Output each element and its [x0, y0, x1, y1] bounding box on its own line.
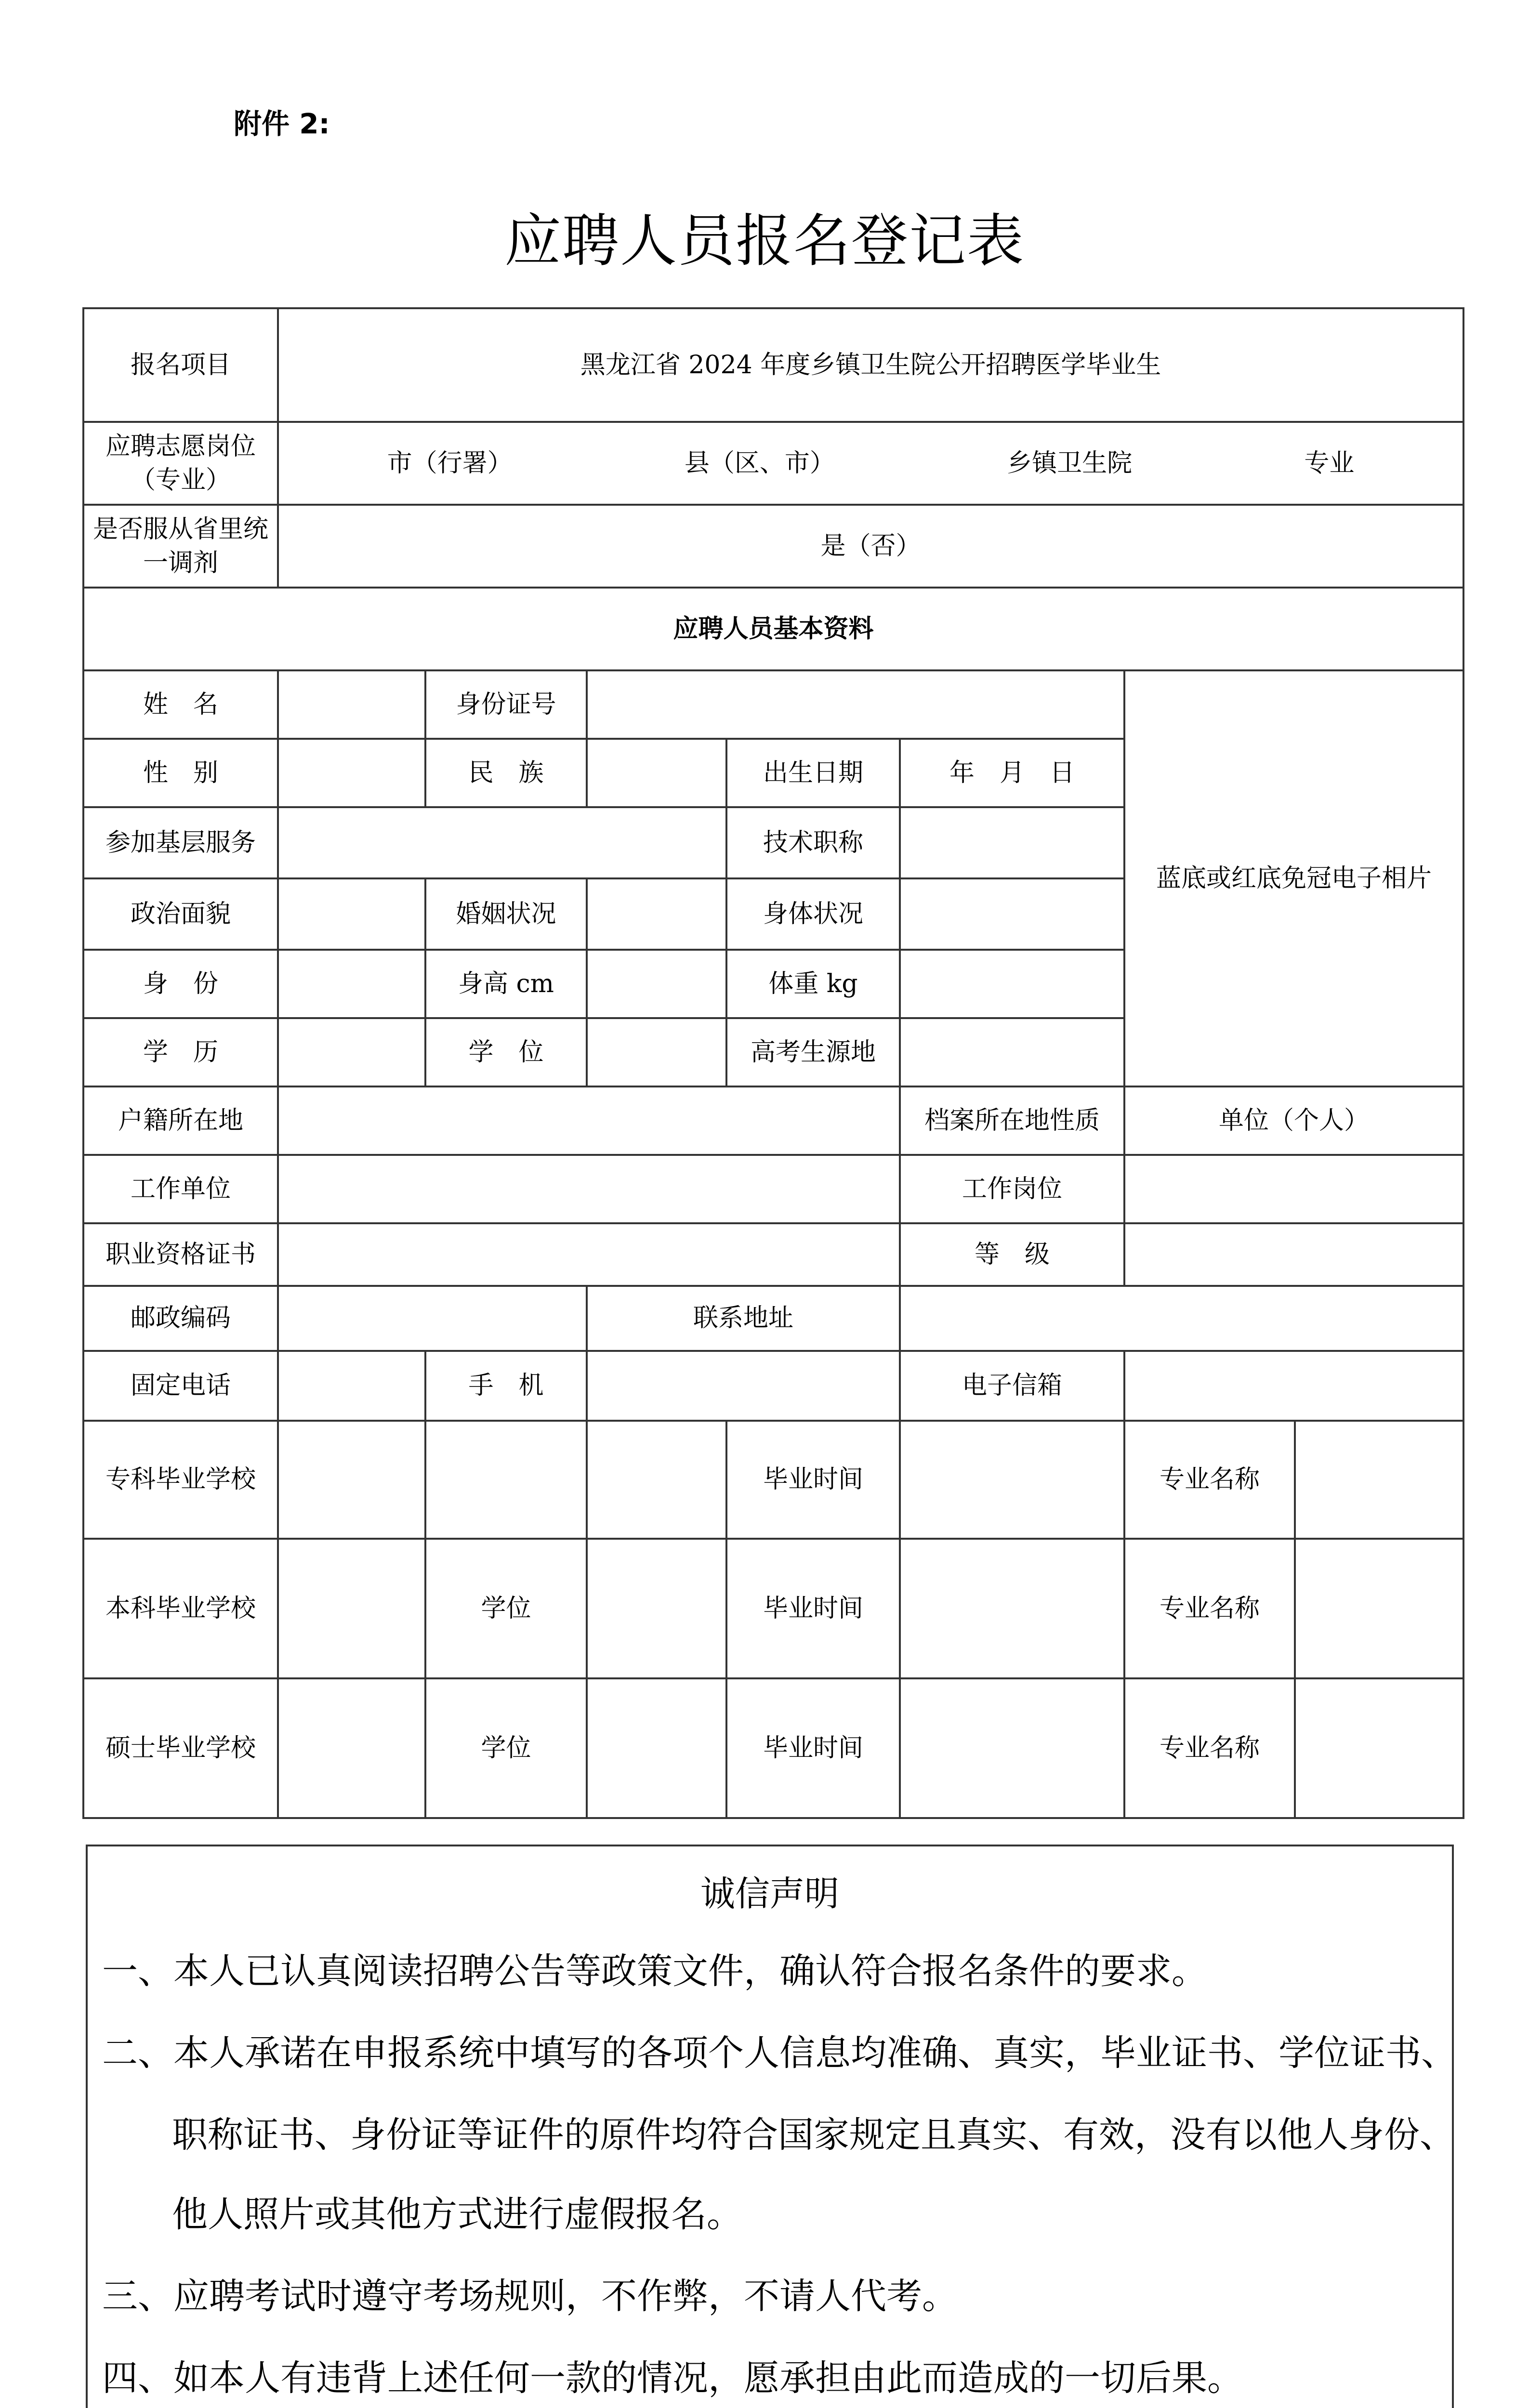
integrity-declaration — [86, 1845, 1457, 2408]
adjust-label: 是否服从省里统一调剂 — [83, 505, 278, 588]
bachelor-label: 本科毕业学校 — [83, 1539, 278, 1678]
id-label: 身份证号 — [425, 670, 587, 739]
education-field[interactable] — [278, 1018, 425, 1086]
height-field[interactable] — [587, 950, 726, 1018]
identity-label: 身 份 — [83, 950, 278, 1018]
attachment-label: 附件 2: — [234, 107, 330, 140]
grade-field[interactable] — [1124, 1223, 1463, 1286]
phone-field[interactable] — [278, 1351, 425, 1421]
master-major-field[interactable] — [1295, 1678, 1463, 1818]
employer-field[interactable] — [278, 1155, 900, 1223]
photo-box[interactable]: 蓝底或红底免冠电子相片 — [1124, 670, 1463, 1086]
master-degree-field[interactable] — [587, 1678, 726, 1818]
master-field[interactable] — [278, 1678, 425, 1818]
declaration-item-2-cont-2: 他人照片或其他方式进行虚假报名。 — [172, 2194, 742, 2235]
mobile-label: 手 机 — [425, 1351, 587, 1421]
address-label: 联系地址 — [587, 1286, 900, 1351]
job-post-field[interactable] — [1124, 1155, 1463, 1223]
name-field[interactable] — [278, 670, 425, 739]
tech-title-field[interactable] — [900, 807, 1124, 878]
position-field[interactable] — [278, 422, 1463, 505]
master-label: 硕士毕业学校 — [83, 1678, 278, 1818]
project-label: 报名项目 — [83, 308, 278, 422]
college-label: 专科毕业学校 — [83, 1421, 278, 1539]
ethnicity-label: 民 族 — [425, 739, 587, 807]
project-value: 黑龙江省 2024 年度乡镇卫生院公开招聘医学毕业生 — [278, 308, 1463, 422]
identity-field[interactable] — [278, 950, 425, 1018]
master-grad-time-label: 毕业时间 — [726, 1678, 900, 1818]
qualification-label: 职业资格证书 — [83, 1223, 278, 1286]
marital-field[interactable] — [587, 878, 726, 950]
declaration-item-4: 四、如本人有违背上述任何一款的情况，愿承担由此而造成的一切后果。 — [102, 2357, 1243, 2399]
birth-label: 出生日期 — [726, 739, 900, 807]
declaration-item-3: 三、应聘考试时遵守考场规则，不作弊，不请人代考。 — [102, 2276, 958, 2317]
bachelor-field[interactable] — [278, 1539, 425, 1678]
gender-field[interactable] — [278, 739, 425, 807]
name-label: 姓 名 — [83, 670, 278, 739]
declaration-title: 诚信声明 — [700, 1873, 839, 1914]
qualification-field[interactable] — [278, 1223, 900, 1286]
postcode-field[interactable] — [278, 1286, 587, 1351]
adjust-value[interactable]: 是（否） — [278, 505, 1463, 588]
postcode-label: 邮政编码 — [83, 1286, 278, 1351]
position-label: 应聘志愿岗位（专业） — [83, 422, 278, 505]
degree-label: 学 位 — [425, 1018, 587, 1086]
college-major-field[interactable] — [1295, 1421, 1463, 1539]
declaration-item-2: 二、本人承诺在申报系统中填写的各项个人信息均准确、真实，毕业证书、学位证书、 — [102, 2032, 1457, 2074]
exam-origin-label: 高考生源地 — [726, 1018, 900, 1086]
phone-label: 固定电话 — [83, 1351, 278, 1421]
college-major-label: 专业名称 — [1124, 1421, 1295, 1539]
address-field[interactable] — [900, 1286, 1463, 1351]
weight-label: 体重 kg — [726, 950, 900, 1018]
declaration-item-2-cont: 职称证书、身份证等证件的原件均符合国家规定且真实、有效，没有以他人身份、 — [172, 2114, 1455, 2156]
position-major: 专业 — [1304, 448, 1355, 478]
email-label: 电子信箱 — [900, 1351, 1124, 1421]
health-label: 身体状况 — [726, 878, 900, 950]
form-title: 应聘人员报名登记表 — [504, 208, 1025, 274]
bachelor-degree-label: 学位 — [425, 1539, 587, 1678]
political-label: 政治面貌 — [83, 878, 278, 950]
archive-value[interactable]: 单位（个人） — [1124, 1086, 1463, 1155]
marital-label: 婚姻状况 — [425, 878, 587, 950]
tech-title-label: 技术职称 — [726, 807, 900, 878]
section-title: 应聘人员基本资料 — [83, 588, 1463, 670]
degree-field[interactable] — [587, 1018, 726, 1086]
exam-origin-field[interactable] — [900, 1018, 1124, 1086]
ethnicity-field[interactable] — [587, 739, 726, 807]
political-field[interactable] — [278, 878, 425, 950]
bachelor-degree-field[interactable] — [587, 1539, 726, 1678]
grassroots-field[interactable] — [278, 807, 726, 878]
gender-label: 性 别 — [83, 739, 278, 807]
health-field[interactable] — [900, 878, 1124, 950]
grade-label: 等 级 — [900, 1223, 1124, 1286]
household-label: 户籍所在地 — [83, 1086, 278, 1155]
position-hospital: 乡镇卫生院 — [1007, 448, 1133, 478]
college-grad-time-field[interactable] — [900, 1421, 1124, 1539]
household-field[interactable] — [278, 1086, 900, 1155]
job-post-label: 工作岗位 — [900, 1155, 1124, 1223]
birth-field[interactable]: 年 月 日 — [900, 739, 1124, 807]
college-grad-time-label: 毕业时间 — [726, 1421, 900, 1539]
college-extra-field-2[interactable] — [587, 1421, 726, 1539]
master-degree-label: 学位 — [425, 1678, 587, 1818]
master-major-label: 专业名称 — [1124, 1678, 1295, 1818]
declaration-item-1: 一、本人已认真阅读招聘公告等政策文件，确认符合报名条件的要求。 — [102, 1950, 1207, 1992]
registration-table — [82, 307, 1464, 1819]
bachelor-grad-time-label: 毕业时间 — [726, 1539, 900, 1678]
college-field[interactable] — [278, 1421, 425, 1539]
college-extra-field[interactable] — [425, 1421, 587, 1539]
id-field[interactable] — [587, 670, 1124, 739]
archive-label: 档案所在地性质 — [900, 1086, 1124, 1155]
bachelor-major-field[interactable] — [1295, 1539, 1463, 1678]
position-city: 市（行署） — [387, 448, 513, 478]
position-county: 县（区、市） — [684, 448, 835, 478]
employer-label: 工作单位 — [83, 1155, 278, 1223]
bachelor-major-label: 专业名称 — [1124, 1539, 1295, 1678]
bachelor-grad-time-field[interactable] — [900, 1539, 1124, 1678]
education-label: 学 历 — [83, 1018, 278, 1086]
grassroots-label: 参加基层服务 — [83, 807, 278, 878]
master-grad-time-field[interactable] — [900, 1678, 1124, 1818]
mobile-field[interactable] — [587, 1351, 900, 1421]
email-field[interactable] — [1124, 1351, 1463, 1421]
height-label: 身高 cm — [425, 950, 587, 1018]
weight-field[interactable] — [900, 950, 1124, 1018]
